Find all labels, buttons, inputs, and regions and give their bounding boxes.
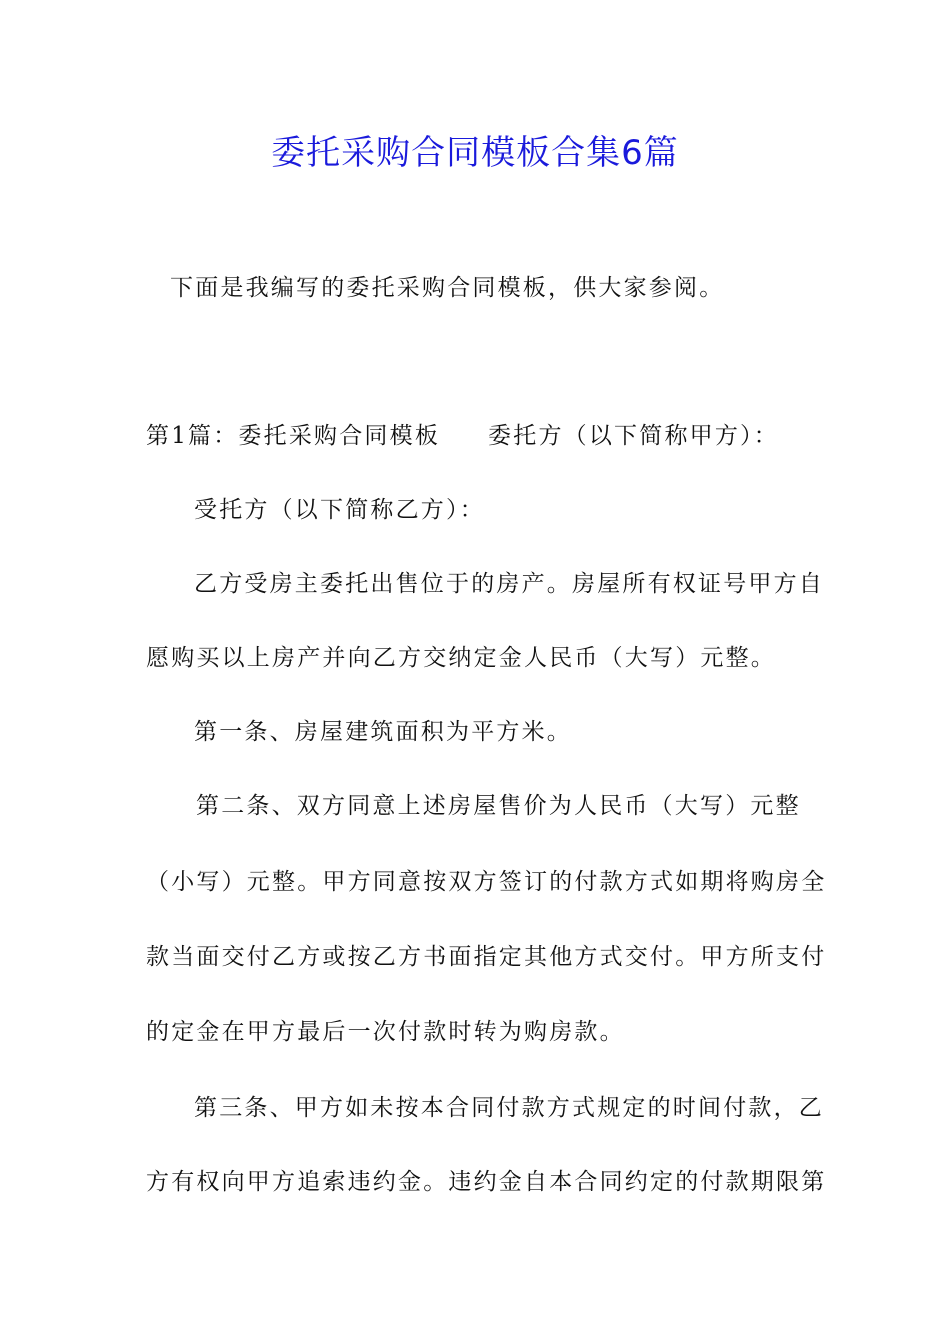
chapter-heading-line <box>146 416 806 456</box>
chapter-heading: 第1篇：委托采购合同模板 <box>146 423 441 449</box>
body-line: 款当面交付乙方或按乙方书面指定其他方式交付。甲方所支付 <box>146 944 827 970</box>
intro-paragraph: 下面是我编写的委托采购合同模板，供大家参阅。 <box>170 275 725 301</box>
body-line: 愿购买以上房产并向乙方交纳定金人民币（大写）元整。 <box>146 645 776 671</box>
body-line: 乙方受房主委托出售位于的房产。房屋所有权证号甲方自 <box>194 571 824 597</box>
article-2: 第二条、双方同意上述房屋售价为人民币（大写）元整 <box>196 793 801 819</box>
article-1: 第一条、房屋建筑面积为平方米。 <box>194 719 572 745</box>
party-a-label: 委托方（以下简称甲方）： <box>488 423 779 449</box>
party-b-label: 受托方（以下简称乙方）： <box>194 497 485 523</box>
body-line: （小写）元整。甲方同意按双方签订的付款方式如期将购房全 <box>146 869 827 895</box>
body-line: 的定金在甲方最后一次付款时转为购房款。 <box>146 1019 625 1045</box>
body-line: 方有权向甲方追索违约金。违约金自本合同约定的付款期限第 <box>146 1169 827 1195</box>
document-title: 委托采购合同模板合集6篇 <box>271 133 679 173</box>
article-3: 第三条、甲方如未按本合同付款方式规定的时间付款，乙 <box>194 1095 824 1121</box>
